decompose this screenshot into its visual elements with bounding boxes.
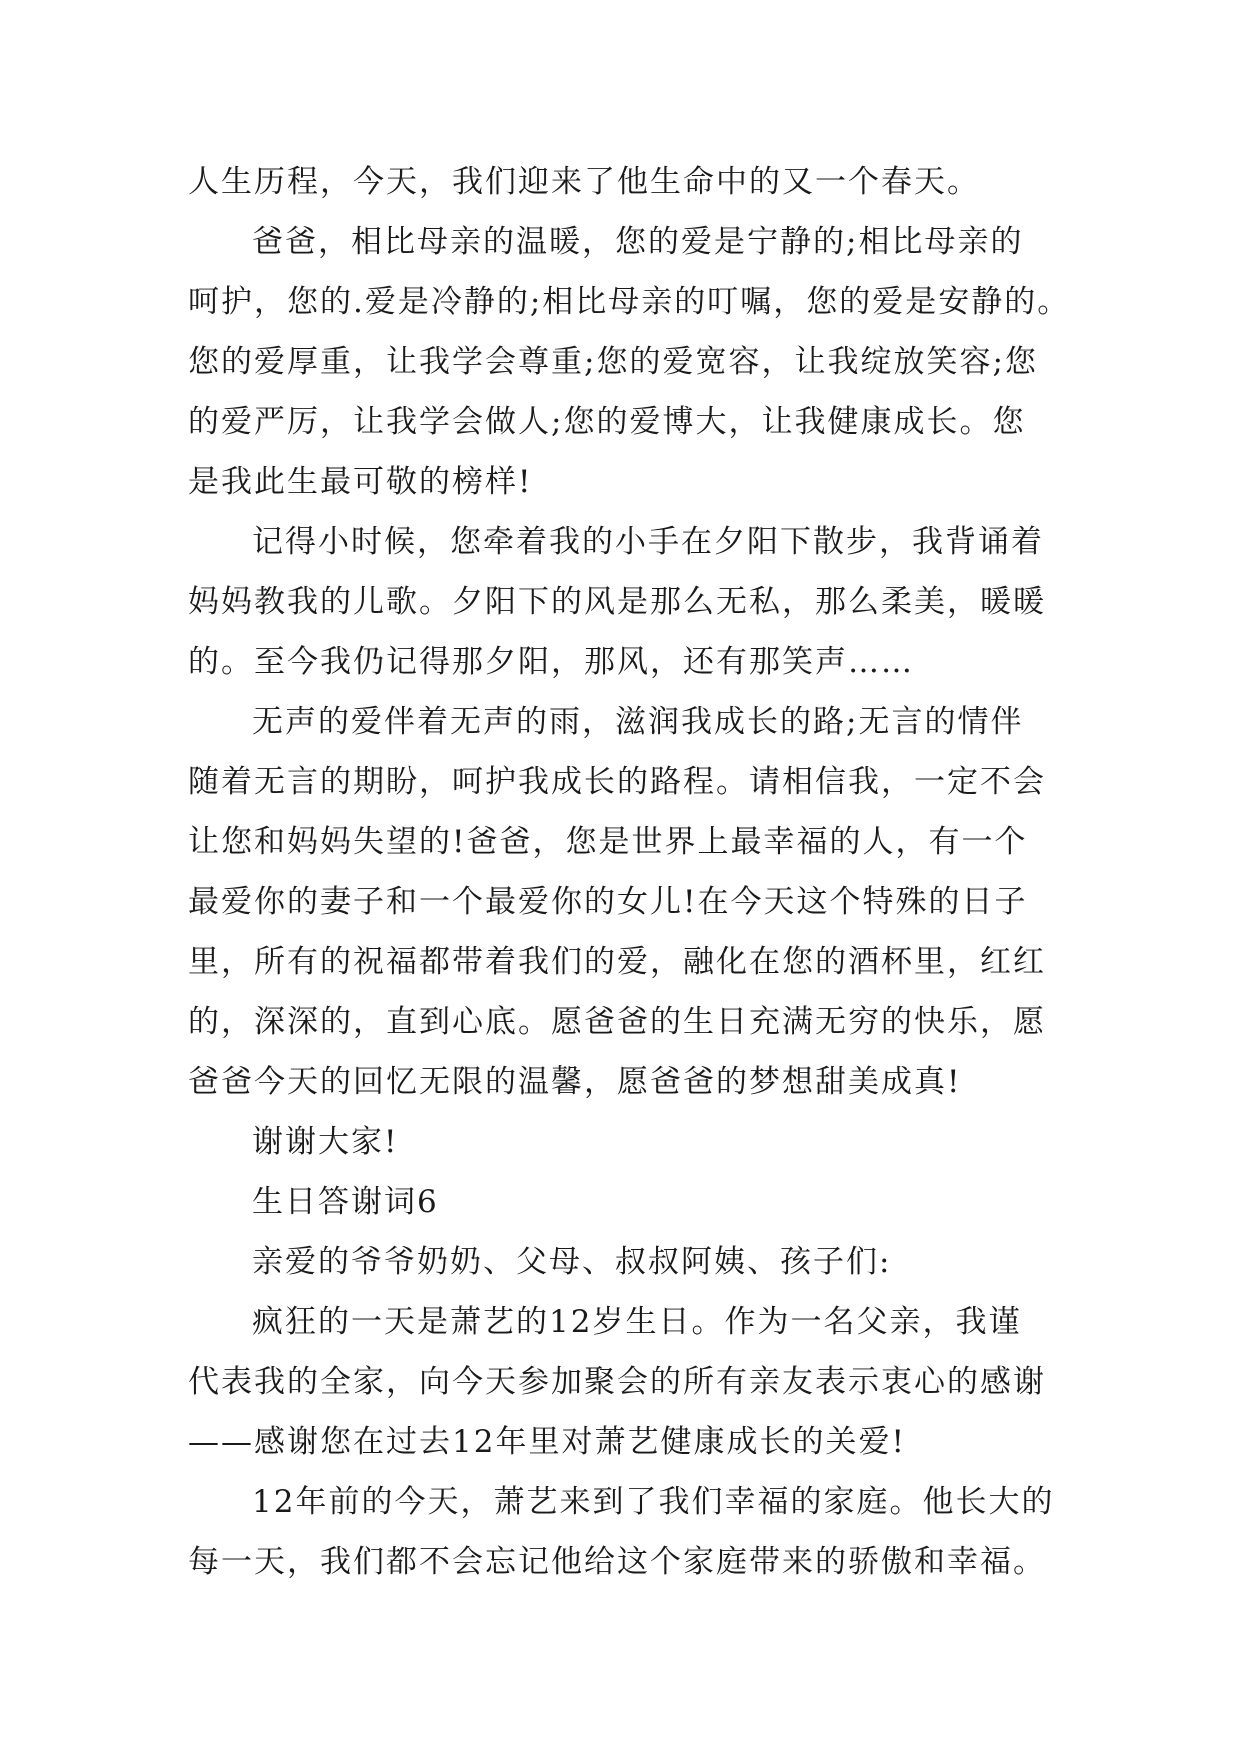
section-heading xyxy=(188,1172,1058,1232)
paragraph xyxy=(188,692,1058,1112)
text-line: 疯狂的一天是萧艺的12岁生日。作为一名父亲，我谨 xyxy=(252,1304,1022,1340)
paragraph xyxy=(188,1112,1058,1172)
text-line: 代表我的全家，向今天参加聚会的所有亲友表示衷心的感谢 xyxy=(188,1364,1046,1400)
text-line: 随着无言的期盼，呵护我成长的路程。请相信我，一定不会 xyxy=(188,764,1046,800)
text-line: 人生历程，今天，我们迎来了他生命中的又一个春天。 xyxy=(188,164,980,200)
text-line: 无声的爱伴着无声的雨，滋润我成长的路;无言的情伴 xyxy=(252,704,1024,740)
text-line: ——感谢您在过去12年里对萧艺健康成长的关爱! xyxy=(188,1424,906,1460)
text-line: 谢谢大家! xyxy=(252,1124,399,1160)
document-page xyxy=(188,152,1071,1592)
text-line: 生日答谢词6 xyxy=(252,1184,439,1220)
text-line: 亲爱的爷爷奶奶、父母、叔叔阿姨、孩子们: xyxy=(252,1244,892,1280)
paragraph xyxy=(188,512,1058,692)
text-line: 的，深深的，直到心底。愿爸爸的生日充满无穷的快乐，愿 xyxy=(188,1004,1046,1040)
text-line: 的。至今我仍记得那夕阳，那风，还有那笑声…… xyxy=(188,644,914,680)
paragraph xyxy=(188,152,1058,212)
paragraph xyxy=(188,1472,1058,1592)
text-line: 妈妈教我的儿歌。夕阳下的风是那么无私，那么柔美，暖暖 xyxy=(188,584,1046,620)
text-line: 让您和妈妈失望的!爸爸，您是世界上最幸福的人，有一个 xyxy=(188,824,1028,860)
text-line: 呵护，您的.爱是冷静的;相比母亲的叮嘱，您的爱是安静的。 xyxy=(188,284,1071,320)
salutation xyxy=(188,1232,1058,1292)
text-line: 最爱你的妻子和一个最爱你的女儿!在今天这个特殊的日子 xyxy=(188,884,1028,920)
text-line: 12年前的今天，萧艺来到了我们幸福的家庭。他长大的 xyxy=(252,1484,1055,1520)
text-line: 里，所有的祝福都带着我们的爱，融化在您的酒杯里，红红 xyxy=(188,944,1046,980)
text-line: 记得小时候，您牵着我的小手在夕阳下散步，我背诵着 xyxy=(252,524,1044,560)
text-line: 的爱严厉，让我学会做人;您的爱博大，让我健康成长。您 xyxy=(188,404,1026,440)
paragraph xyxy=(188,1292,1058,1472)
text-line: 是我此生最可敬的榜样! xyxy=(188,464,533,500)
text-line: 每一天，我们都不会忘记他给这个家庭带来的骄傲和幸福。 xyxy=(188,1544,1046,1580)
text-line: 您的爱厚重，让我学会尊重;您的爱宽容，让我绽放笑容;您 xyxy=(188,344,1038,380)
paragraph xyxy=(188,212,1071,512)
text-line: 爸爸，相比母亲的温暖，您的爱是宁静的;相比母亲的 xyxy=(252,224,1024,260)
text-line: 爸爸今天的回忆无限的温馨，愿爸爸的梦想甜美成真! xyxy=(188,1064,962,1100)
